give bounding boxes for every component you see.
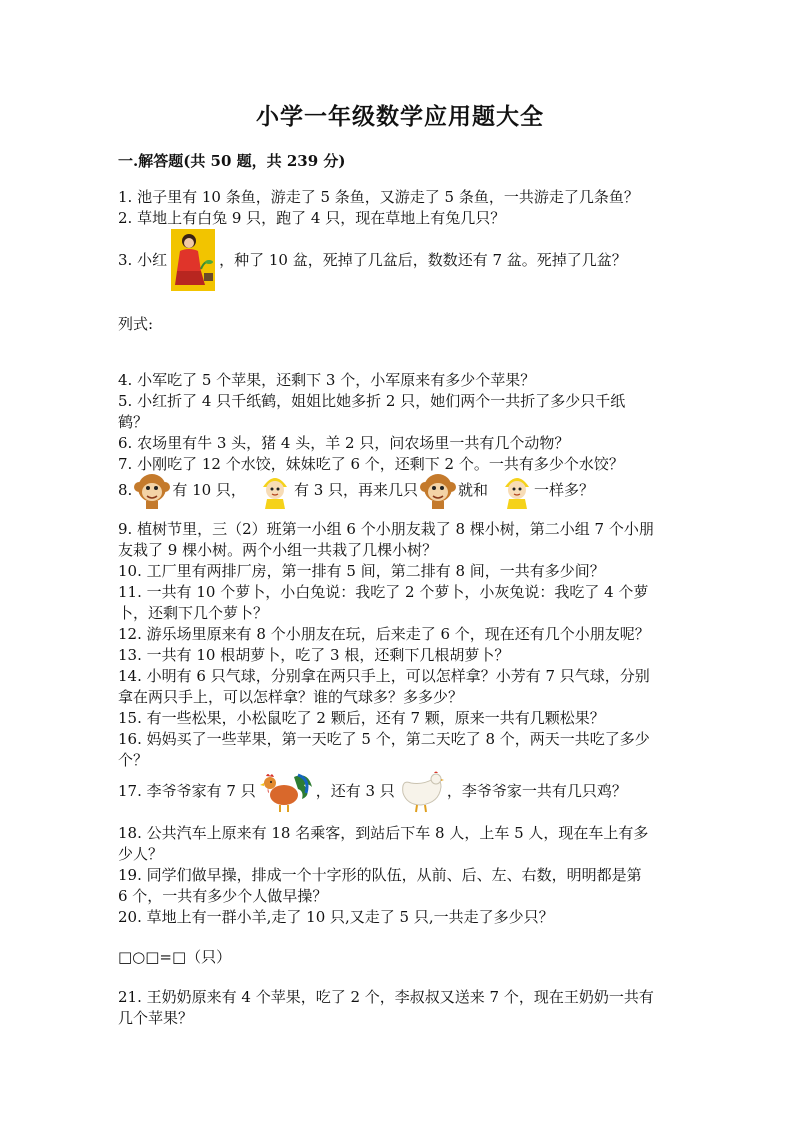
hat-kid-icon xyxy=(260,471,290,509)
question-20: 20. 草地上有一群小羊,走了 10 只,又走了 5 只,一共走了多少只？ xyxy=(118,908,554,926)
question-8-text-a: 8. xyxy=(118,481,133,499)
question-11-line-2: 卜，还剩下几个萝卜？ xyxy=(118,604,269,622)
question-8 xyxy=(118,470,594,510)
question-9-line-1: 9. 植树节里，三（2）班第一小组 6 个小朋友栽了 8 棵小树，第二小组 7 个小朋 xyxy=(118,520,654,538)
question-18-line-2: 少人？ xyxy=(118,845,164,863)
question-7: 7. 小刚吃了 12 个水饺，妹妹吃了 6 个，还剩下 2 个。一共有多少个水饺？ xyxy=(118,455,624,473)
question-17-text-b: ，还有 3 只 xyxy=(315,782,395,800)
question-4: 4. 小军吃了 5 个苹果，还剩下 3 个，小军原来有多少个苹果？ xyxy=(118,371,536,389)
question-14-line-1: 14. 小明有 6 只气球，分别拿在两只手上，可以怎样拿？小芳有 7 只气球，分别 xyxy=(118,667,650,685)
question-2: 2. 草地上有白兔 9 只，跑了 4 只，现在草地上有兔几只？ xyxy=(118,209,506,227)
question-3 xyxy=(118,229,627,291)
question-5-line-1: 5. 小红折了 4 只千纸鹤，姐姐比她多折 2 只，她们两个一共折了多少只千纸 xyxy=(118,392,626,410)
monkey-icon xyxy=(134,471,170,509)
formula-label: 列式: xyxy=(118,315,154,333)
question-8-text-c: 有 3 只，再来几只 xyxy=(293,481,419,499)
question-19-line-2: 6 个，一共有多少个人做早操？ xyxy=(118,887,328,905)
question-10: 10. 工厂里有两排厂房，第一排有 5 间，第二排有 8 间，一共有多少间？ xyxy=(118,562,605,580)
question-11-line-1: 11. 一共有 10 个萝卜，小白兔说：我吃了 2 个萝卜，小灰兔说：我吃了 4 个萝 xyxy=(118,583,649,601)
answer-blank-template: □○□=□（只） xyxy=(118,948,232,966)
question-12: 12. 游乐场里原来有 8 个小朋友在玩，后来走了 6 个，现在还有几个小朋友呢？ xyxy=(118,625,650,643)
question-16-line-2: 个？ xyxy=(118,751,149,769)
question-9-line-2: 友栽了 9 棵小树。两个小组一共栽了几棵小树？ xyxy=(118,541,438,559)
page-title: 小学一年级数学应用题大全 xyxy=(256,103,544,130)
question-8-text-b: 有 10 只， xyxy=(172,481,246,499)
question-13: 13. 一共有 10 根胡萝卜，吃了 3 根，还剩下几根胡萝卜？ xyxy=(118,646,510,664)
section-heading: 一.解答题(共 50 题，共 239 分) xyxy=(118,152,346,170)
question-5-line-2: 鹤？ xyxy=(118,413,149,431)
question-3-text-b: ，种了 10 盆，死掉了几盆后，数数还有 7 盆。死掉了几盆？ xyxy=(219,251,627,269)
question-21-line-2: 几个苹果？ xyxy=(118,1009,194,1027)
question-16-line-1: 16. 妈妈买了一些苹果，第一天吃了 5 个，第二天吃了 8 个，两天一共吃了多少 xyxy=(118,730,650,748)
question-19-line-1: 19. 同学们做早操，排成一个十字形的队伍，从前、后、左、右数，明明都是第 xyxy=(118,866,642,884)
question-14-line-2: 拿在两只手上，可以怎样拿？谁的气球多？多多少？ xyxy=(118,688,464,706)
rooster-icon xyxy=(258,769,314,813)
girl-planting-image xyxy=(171,229,215,291)
question-6: 6. 农场里有牛 3 头，猪 4 头，羊 2 只，问农场里一共有几个动物？ xyxy=(118,434,570,452)
question-21-line-1: 21. 王奶奶原来有 4 个苹果，吃了 2 个，李叔叔又送来 7 个，现在王奶奶一共有 xyxy=(118,988,654,1006)
question-17-text-a: 17. 李爷爷家有 7 只 xyxy=(118,782,256,800)
monkey-icon-2 xyxy=(420,471,456,509)
question-1: 1. 池子里有 10 条鱼，游走了 5 条鱼，又游走了 5 条鱼，一共游走了几条鱼？ xyxy=(118,188,639,206)
question-17-text-c: ，李爷爷家一共有几只鸡？ xyxy=(446,782,627,800)
question-18-line-1: 18. 公共汽车上原来有 18 名乘客，到站后下车 8 人，上车 5 人，现在车上有多 xyxy=(118,824,649,842)
question-17 xyxy=(118,768,627,814)
question-15: 15. 有一些松果，小松鼠吃了 2 颗后，还有 7 颗，原来一共有几颗松果？ xyxy=(118,709,605,727)
question-8-text-e: 一样多？ xyxy=(534,481,595,499)
hat-kid-icon-2 xyxy=(502,471,532,509)
question-8-text-d: 就和 xyxy=(458,481,489,499)
question-3-text-a: 3. 小红 xyxy=(118,251,168,269)
hen-icon xyxy=(397,769,445,813)
